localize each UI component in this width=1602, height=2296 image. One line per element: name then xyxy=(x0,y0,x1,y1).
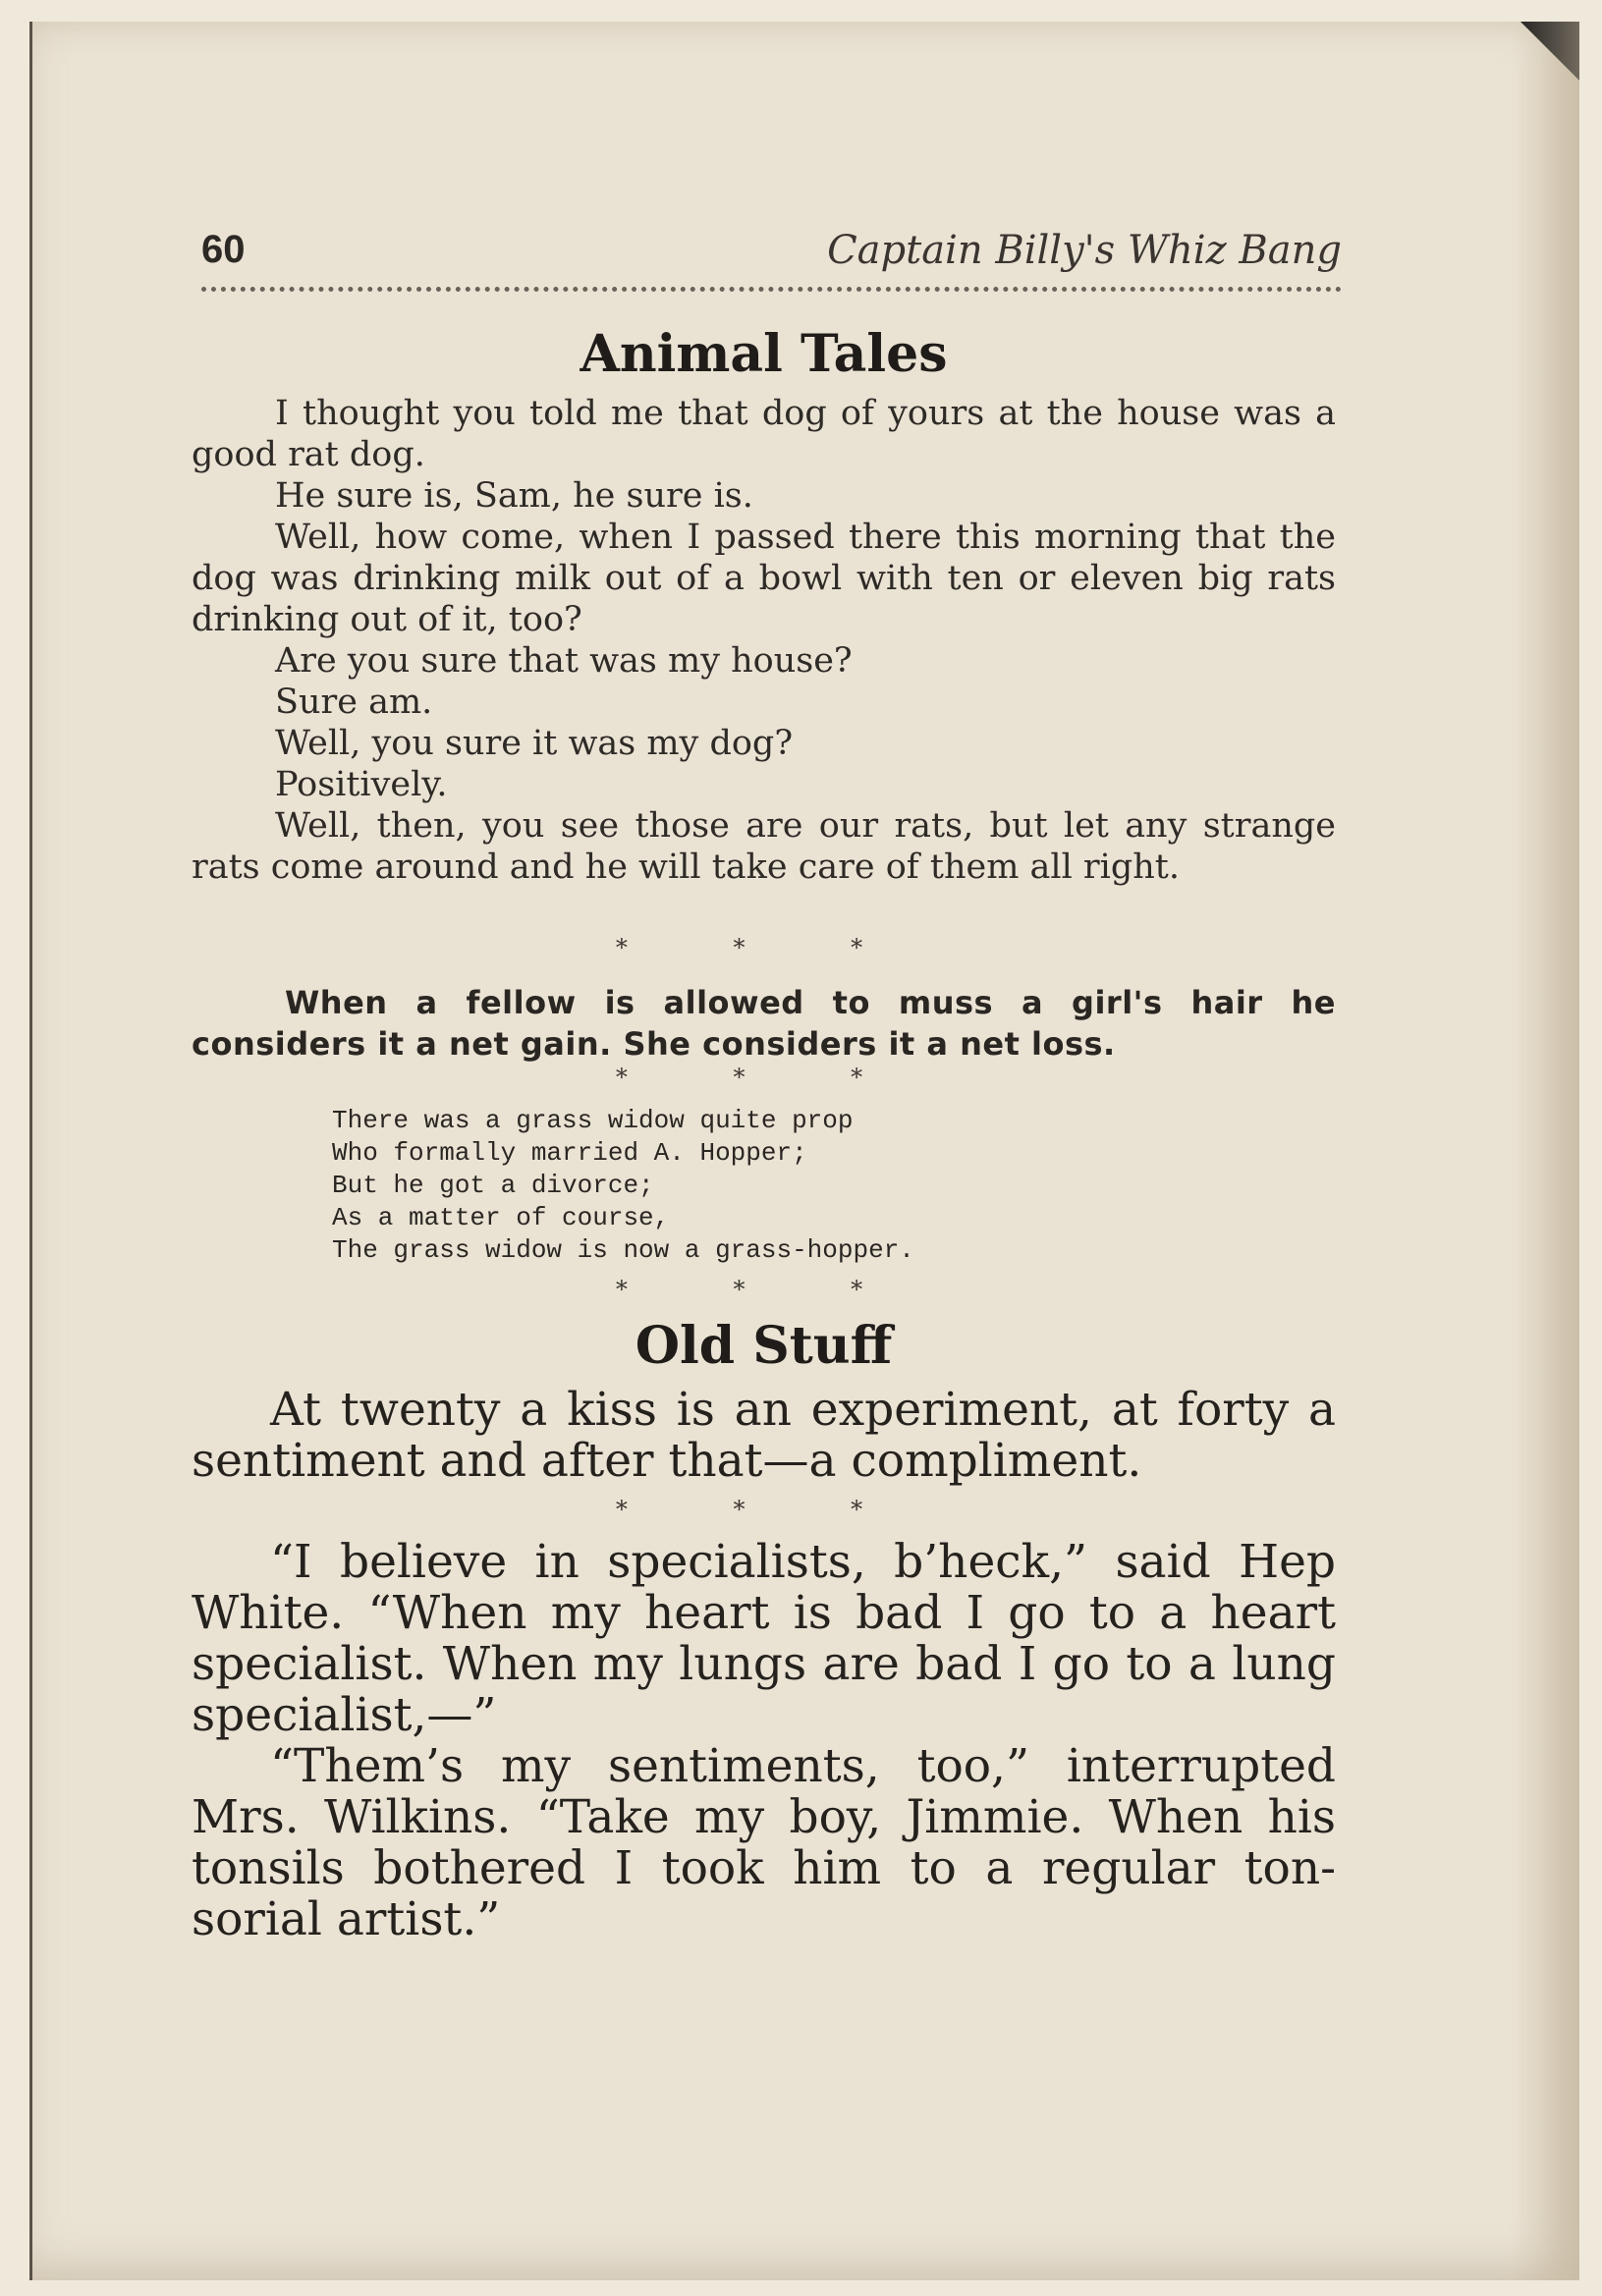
poem-line: But he got a divorce; xyxy=(332,1171,654,1200)
running-title: Captain Billy's Whiz Bang xyxy=(827,228,1342,273)
paragraph: Sure am. xyxy=(275,683,433,722)
paragraph: When a fellow is allowed to muss a girl's hair he considers it a net gain. She considers it a net loss. xyxy=(192,984,1336,1063)
grass-widow-poem xyxy=(192,1105,1336,1267)
specialists-story xyxy=(192,1537,1336,1945)
paragraph: “Them’s my sentiments, too,” interrupted Mrs. Wilkins. “Take my boy, Jimmie. When his tonsils bothered I took him to a regular ton-sorial artist.” xyxy=(192,1739,1336,1946)
paragraph: Well, you sure it was my dog? xyxy=(275,724,794,763)
page-number: 60 xyxy=(201,228,246,271)
paragraph: Well, how come, when I passed there this morning that the dog was drinking milk out of a bowl with ten or eleven big rats drinking out of it, too? xyxy=(192,518,1336,639)
poem-line: As a matter of course, xyxy=(332,1203,670,1232)
separator-stars: * * * xyxy=(615,1276,912,1303)
old-stuff-body xyxy=(192,1385,1336,1487)
section-title-old-stuff: Old Stuff xyxy=(635,1316,893,1376)
poem-line: Who formally married A. Hopper; xyxy=(332,1138,807,1168)
paragraph: At twenty a kiss is an experiment, at forty a sentiment and after that—a compliment. xyxy=(192,1383,1336,1488)
separator-stars: * * * xyxy=(615,1064,912,1091)
paragraph: Are you sure that was my house? xyxy=(275,641,853,681)
poem-line: There was a grass widow quite prop xyxy=(332,1106,854,1135)
separator-stars: * * * xyxy=(615,1496,912,1523)
animal-tales-body xyxy=(192,393,1336,888)
poem-line: The grass widow is now a grass-hopper. xyxy=(332,1235,914,1265)
hair-joke xyxy=(192,982,1336,1065)
separator-stars: * * * xyxy=(615,934,912,961)
paragraph: I thought you told me that dog of yours at the house was a good rat dog. xyxy=(192,394,1336,474)
page-header xyxy=(201,228,1342,292)
paragraph: Positively. xyxy=(275,765,448,804)
page-edge-shadow xyxy=(1511,22,1579,2280)
paragraph: He sure is, Sam, he sure is. xyxy=(275,476,753,516)
paragraph: Well, then, you see those are our rats, but let any strange rats come around and he will take care of them all right. xyxy=(192,806,1336,887)
section-title-animal-tales: Animal Tales xyxy=(580,324,948,384)
paragraph: “I believe in specialists, b’heck,” said Hep White. “When my heart is bad I go to a heart specialist. When my lungs are bad I go to a lung specialist,—” xyxy=(192,1535,1336,1742)
